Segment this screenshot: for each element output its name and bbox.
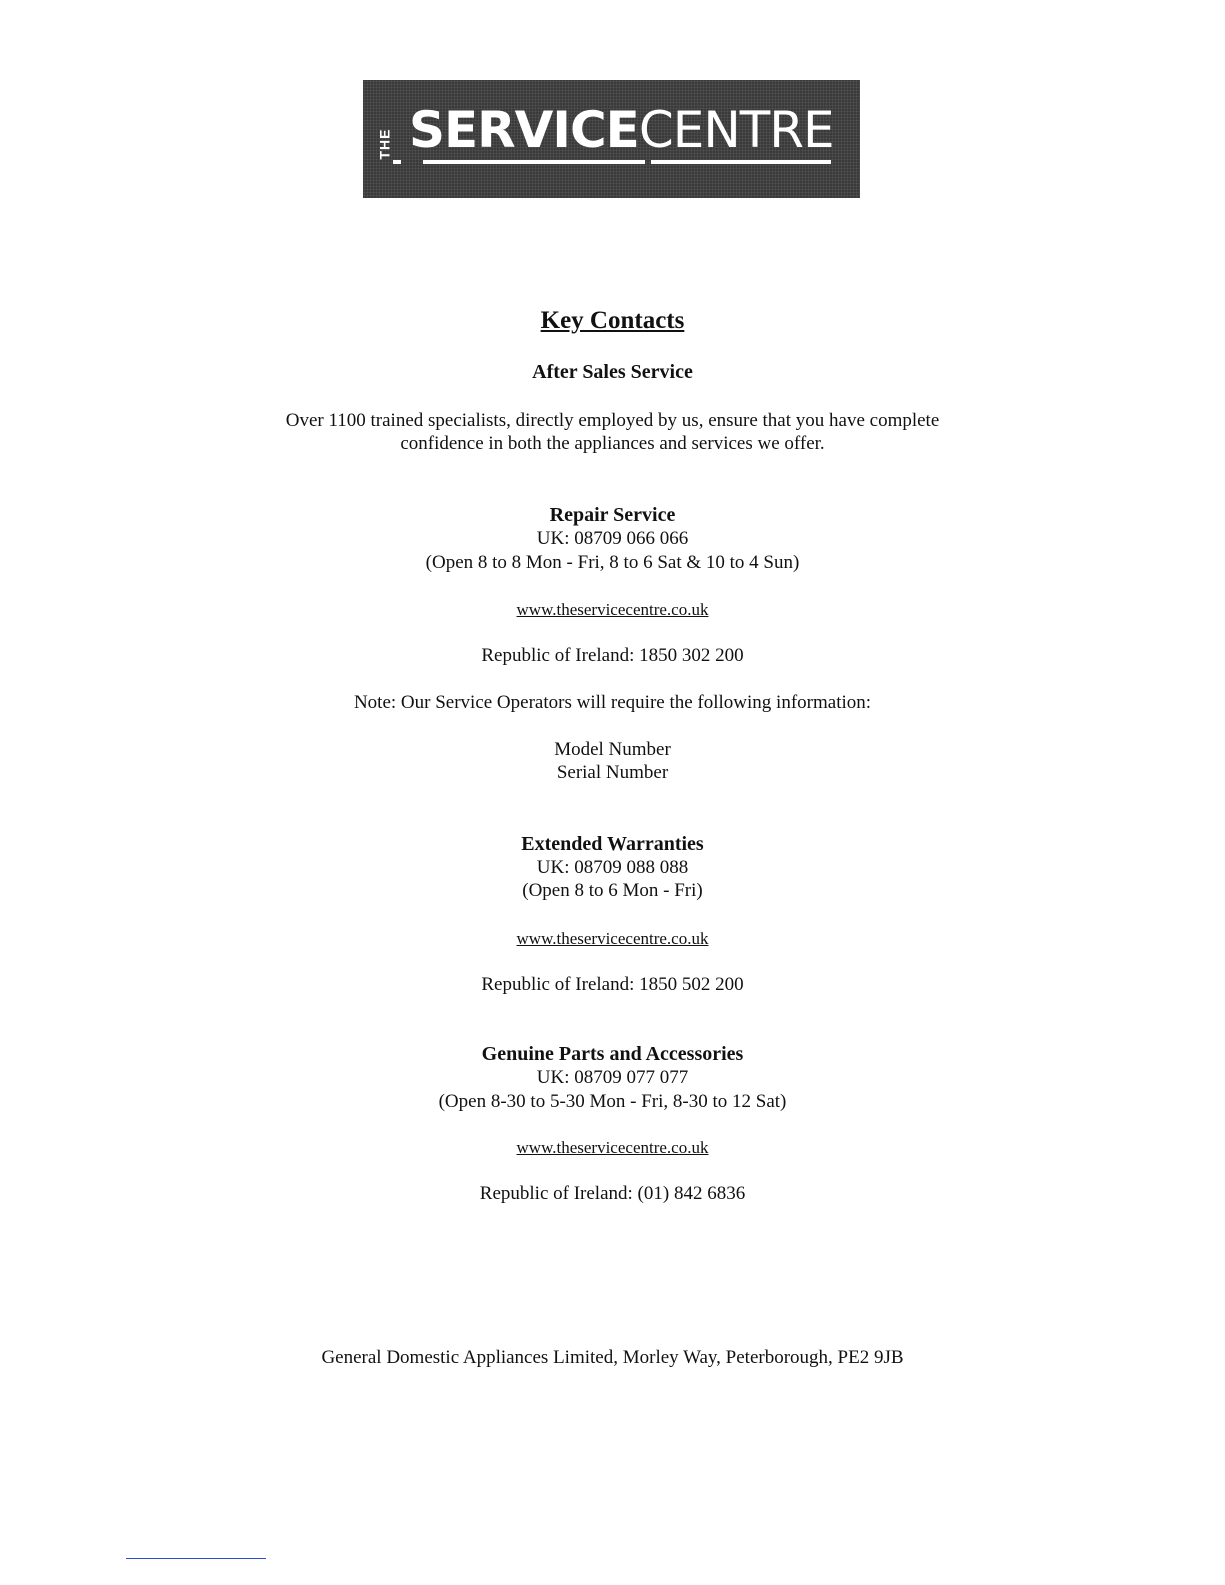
note-text: Note: Our Service Operators will require the following information: (353, 692, 872, 713)
warranties-heading: Extended Warranties (521, 833, 704, 855)
parts-heading: Genuine Parts and Accessories (481, 1043, 744, 1065)
parts-roi-phone: Republic of Ireland: (01) 842 6836 (479, 1183, 746, 1204)
parts-hours: (Open 8-30 to 5-30 Mon - Fri, 8-30 to 12 Sat) (438, 1091, 787, 1112)
warranties-uk-phone: UK: 08709 088 088 (536, 857, 689, 878)
logo-the-text (376, 110, 407, 176)
logo-bar-left (423, 160, 645, 164)
intro-line-2: confidence in both the appliances and services we offer. (400, 433, 825, 454)
logo-bar-right (651, 160, 831, 164)
warranties-website-link[interactable]: www.theservicecentre.co.uk (516, 929, 709, 948)
repair-roi-phone: Republic of Ireland: 1850 302 200 (481, 645, 744, 666)
note-item-serial-number: Serial Number (556, 762, 669, 783)
logo-word-bold: SERVICE (409, 101, 639, 159)
service-centre-logo (363, 80, 860, 198)
note-item-model-number: Model Number (554, 739, 671, 760)
warranties-hours: (Open 8 to 6 Mon - Fri) (522, 880, 703, 901)
logo-the-label: THE (376, 128, 393, 160)
footnote-separator (126, 1558, 266, 1559)
after-sales-heading: After Sales Service (532, 361, 693, 383)
logo-wordmark (409, 102, 834, 158)
warranties-roi-phone: Republic of Ireland: 1850 502 200 (481, 974, 744, 995)
page-title: Key Contacts (540, 307, 685, 334)
parts-uk-phone: UK: 08709 077 077 (536, 1067, 689, 1088)
parts-website-link[interactable]: www.theservicecentre.co.uk (516, 1138, 709, 1157)
repair-website-link[interactable]: www.theservicecentre.co.uk (516, 600, 709, 619)
logo-bar-small (393, 160, 401, 164)
repair-hours: (Open 8 to 8 Mon - Fri, 8 to 6 Sat & 10 to 4 Sun) (425, 552, 800, 573)
repair-heading: Repair Service (549, 504, 676, 526)
footer-address: General Domestic Appliances Limited, Morley Way, Peterborough, PE2 9JB (321, 1347, 904, 1368)
logo-word-light: CENTRE (638, 101, 834, 159)
repair-uk-phone: UK: 08709 066 066 (536, 528, 689, 549)
intro-line-1: Over 1100 trained specialists, directly employed by us, ensure that you have complete (285, 410, 940, 431)
